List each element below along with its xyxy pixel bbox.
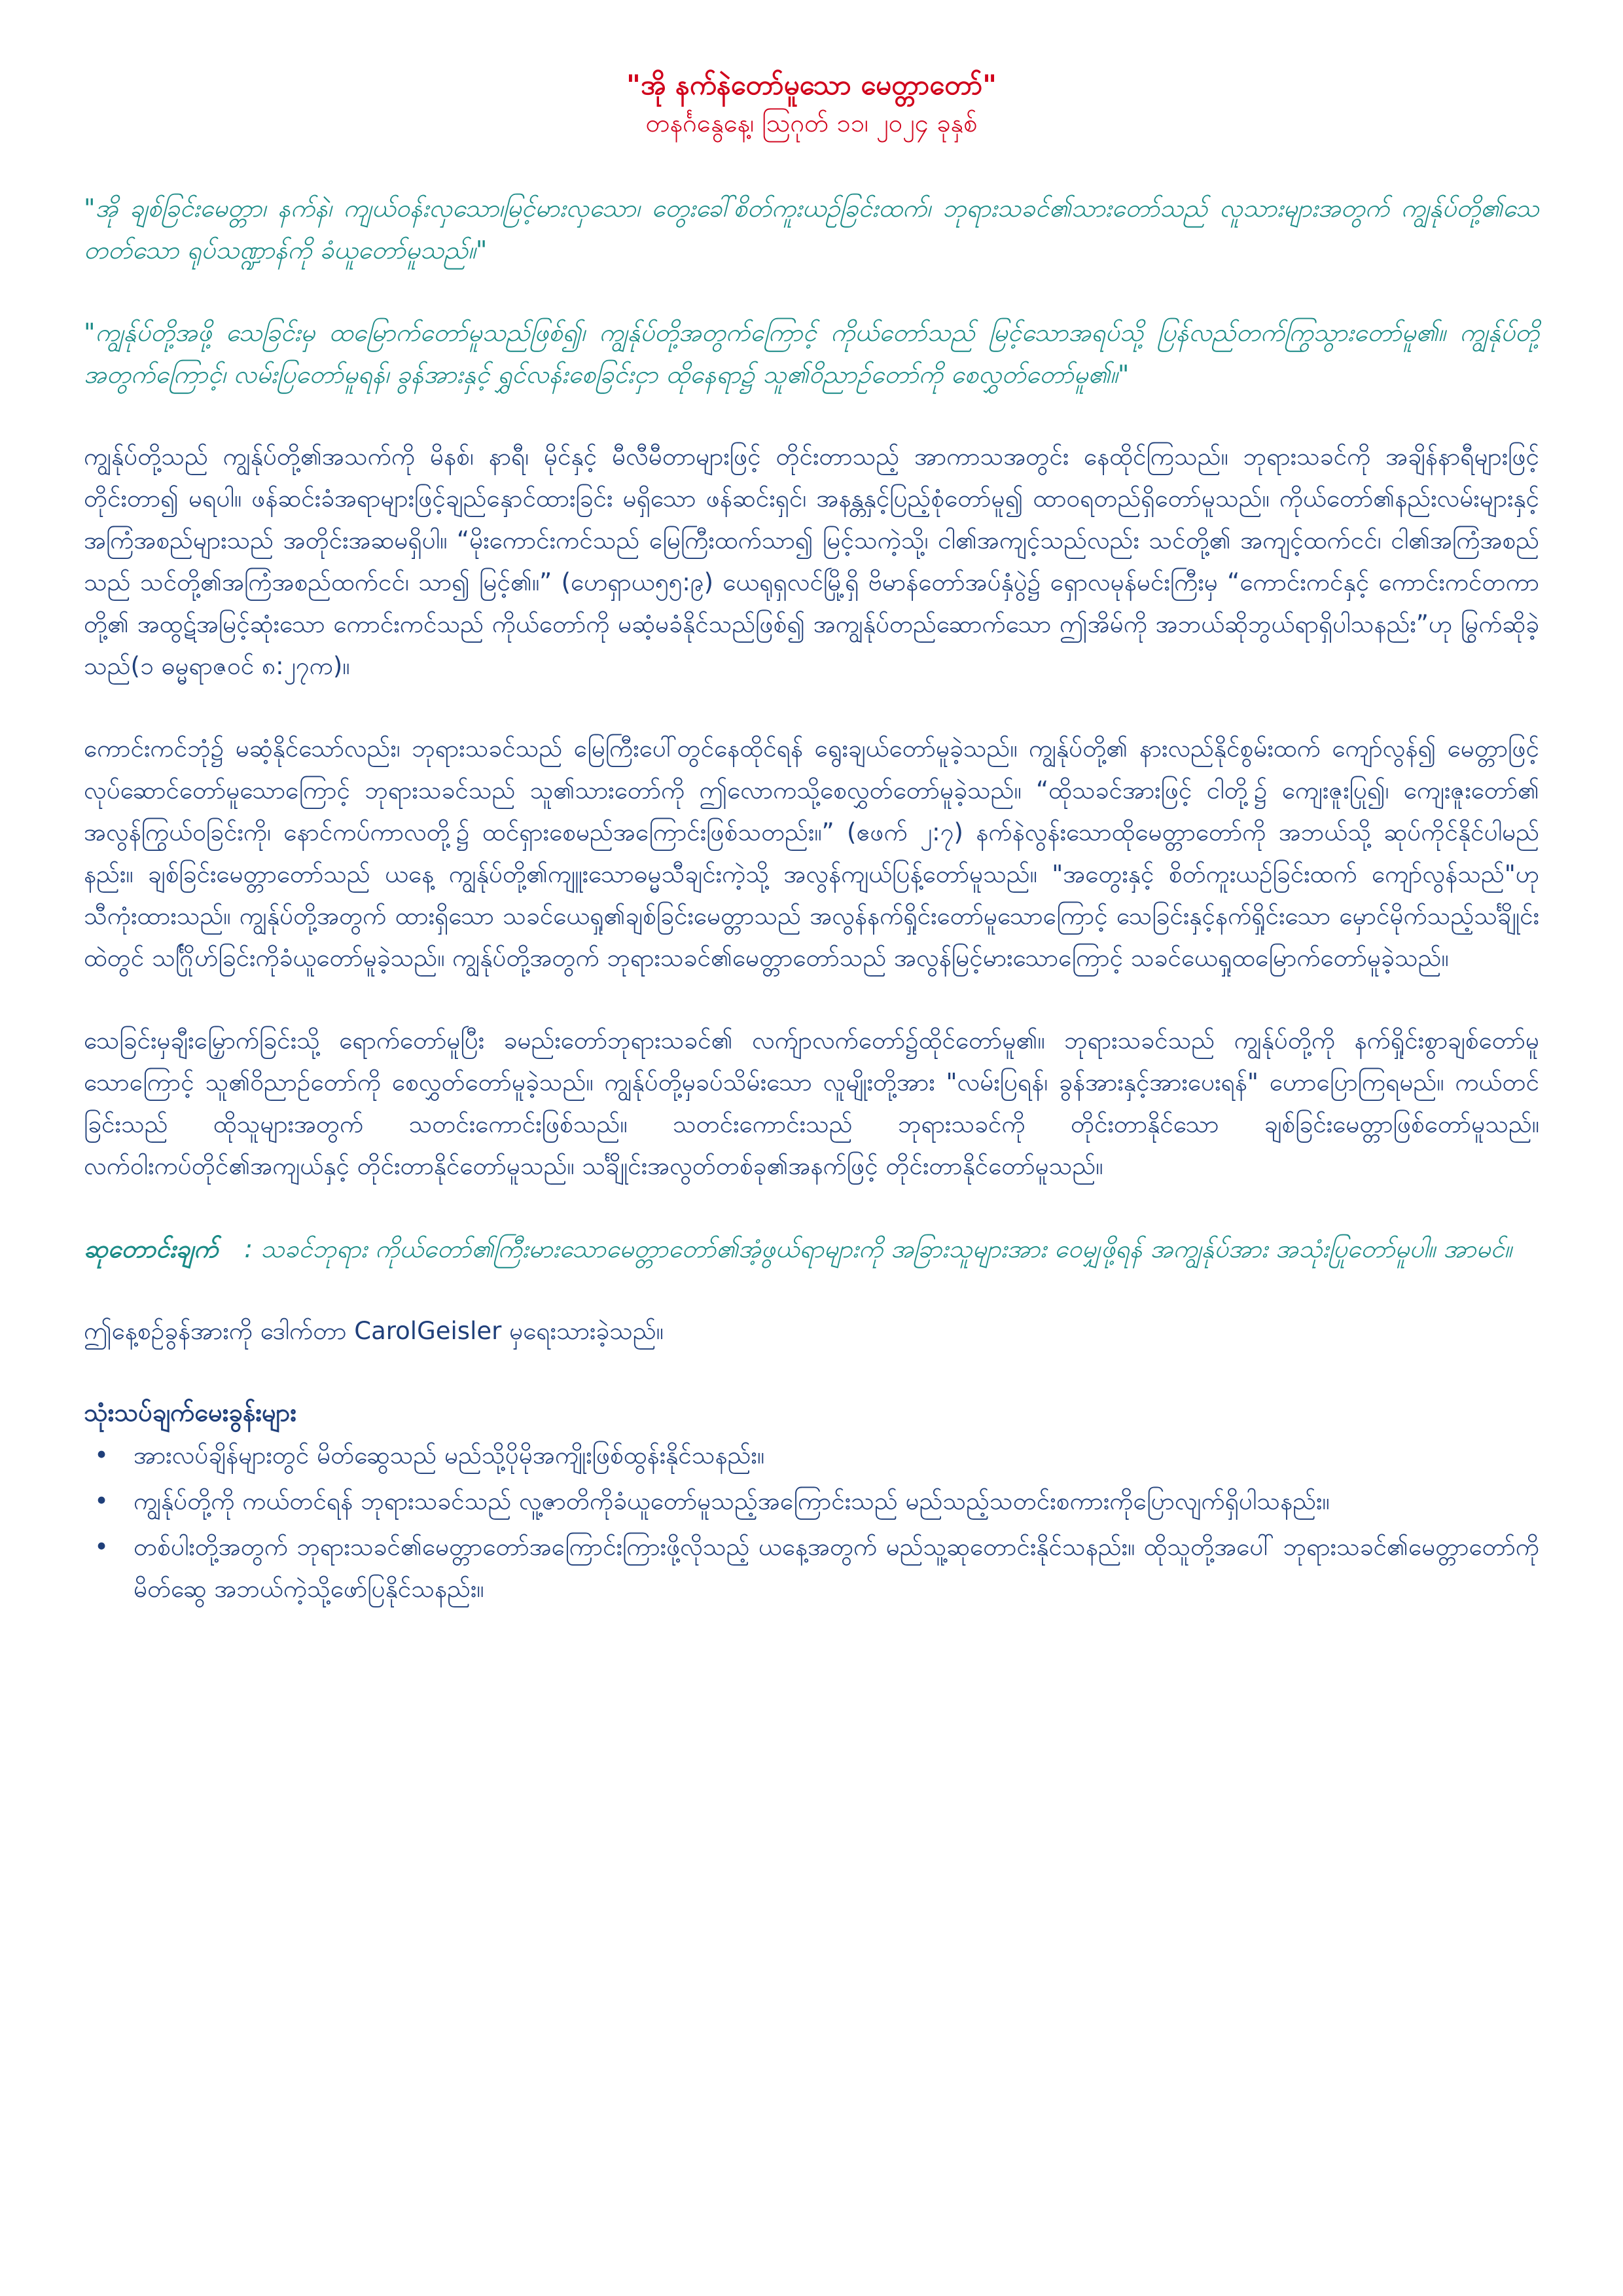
- prayer-label: ဆုတောင်းချက်: [84, 1234, 219, 1263]
- page-date: တနင်္ဂနွေနေ့၊ ဩဂုတ် ၁၁၊ ၂၀၂၄ ခုနှစ်: [645, 109, 978, 137]
- body-paragraph-1: ကျွန်ုပ်တို့သည် ကျွန်ုပ်တို့၏အသက်ကို မိနစ်၊ နာရီ၊ မိုင်နှင့် မီလီမီတာများဖြင့် တိုင်းတာသည့် အာကာသအတွင်း နေထိုင်ကြသည်။ ဘုရားသခင်ကို အချိန်နာရီများဖြင့် တိုင်းတာ၍ မရပါ။ ဖန်ဆင်းခံအရာများဖြင့်ချည်နှောင်ထားခြင်း မရှိသော ဖန်ဆင်းရှင်၊ အနန္တနှင့်ပြည့်စုံတော်မူ၍ ထာဝရတည်ရှိတော်မူသည်။ ကိုယ်တော်၏နည်းလမ်းများနှင့် အကြံအစည်များသည် အတိုင်းအဆမရှိပါ။ “မိုးကောင်းကင်သည် မြေကြီးထက်သာ၍ မြင့်သကဲ့သို့၊ ငါ၏အကျင့်သည်လည်း သင်တို့၏ အကျင့်ထက်ငင်၊ ငါ၏အကြံအစည်သည် သင်တို့၏အကြံအစည်ထက်ငင်၊ သာ၍ မြင့်၏။” (ဟေရှာယ၅၅:၉) ယေရုရှလင်မြို့ရှိ ဗိမာန်တော်အပ်နှံပွဲ၌ ရှောလမုန်မင်းကြီးမှ “ကောင်းကင်နှင့် ကောင်းကင်တကာတို့၏ အထွဋ်အမြင့်ဆုံးသော ကောင်းကင်သည် ကိုယ်တော်ကို မဆံ့မခံနိုင်သည်ဖြစ်၍ အကျွန်ုပ်တည်ဆောက်သော ဤအိမ်ကို အဘယ်ဆိုဘွယ်ရာရှိပါသနည်း”ဟု မြွက်ဆိုခဲ့သည်(၁ ဓမ္မရာဇဝင် ၈:၂၇က)။: [84, 442, 1539, 680]
- list-item: [84, 1435, 1539, 1477]
- questions-list: [84, 1435, 1539, 1610]
- bullet-icon: •: [94, 1487, 109, 1515]
- question-text: ကျွန်ုပ်တို့ကို ကယ်တင်ရန် ဘုရားသခင်သည် လူ့ဇာတိကိုခံယူတော်မူသည့်အကြောင်းသည် မည်သည့်သတင်းစကားကိုပြောလျက်ရှိပါသနည်း။: [134, 1487, 1330, 1515]
- hymn-quote-1: "အို ချစ်ခြင်းမေတ္တာ၊ နက်နဲ၊ ကျယ်ဝန်းလှသော၊မြင့်မားလှသော၊ တွေးခေါ်စိတ်ကူးယဉ်ခြင်းထက်၊ ဘုရားသခင်၏သားတော်သည် လူသားများအတွက် ကျွန်ုပ်တို့၏သေတတ်သော ရုပ်သဏ္ဍာန်ကို ခံယူတော်မူသည်။": [84, 194, 1539, 264]
- prayer-text: : သခင်ဘုရား ကိုယ်တော်၏ကြီးမားသောမေတ္တာတော်၏အံ့ဖွယ်ရာများကို အခြားသူများအား ဝေမျှဖို့ရန် အကျွန်ုပ်အား အသုံးပြုတော်မူပါ။ အာမင်။: [244, 1234, 1512, 1263]
- page-title: "အို နက်နဲတော်မူသော မေတ္တာတော်": [626, 69, 997, 101]
- list-item: [84, 1526, 1539, 1610]
- author-credit: ဤနေ့စဉ်ခွန်အားကို ဒေါက်တာ CarolGeisler မှရေးသားခဲ့သည်။: [84, 1317, 664, 1345]
- bullet-icon: •: [94, 1533, 109, 1561]
- question-text: အားလပ်ချိန်များတွင် မိတ်ဆွေသည် မည်သို့ပိုမိုအကျိုးဖြစ်ထွန်းနိုင်သနည်း။: [134, 1441, 765, 1469]
- bullet-icon: •: [94, 1441, 109, 1469]
- prayer: [84, 1228, 1539, 1270]
- question-text: တစ်ပါးတို့အတွက် ဘုရားသခင်၏မေတ္တာတော်အကြောင်းကြားဖို့လိုသည့် ယနေ့အတွက် မည်သူ့ဆုတောင်းနိုင်သနည်း။ ထိုသူတို့အပေါ် ဘုရားသခင်၏မေတ္တာတော်ကို မိတ်ဆွေ အဘယ်ကဲ့သို့ဖော်ပြနိုင်သနည်း။: [134, 1533, 1539, 1603]
- body-paragraph-3: သေခြင်းမှချီးမြှောက်ခြင်းသို့ ရောက်တော်မူပြီး ခမည်းတော်ဘုရားသခင်၏ လက်ျာလက်တော်၌ထိုင်တော်မူ၏။ ဘုရားသခင်သည် ကျွန်ုပ်တို့ကို နက်ရှိုင်းစွာချစ်တော်မူသောကြောင့် သူ၏ဝိညာဉ်တော်ကို စေလွှတ်တော်မူခဲ့သည်။ ကျွန်ုပ်တို့မှခပ်သိမ်းသော လူမျိုးတို့အား "လမ်းပြရန်၊ ခွန်အားနှင့်အားပေးရန်" ဟောပြောကြရမည်။ ကယ်တင်ခြင်းသည် ထိုသူများအတွက် သတင်းကောင်းဖြစ်သည်။ သတင်းကောင်းသည် ဘုရားသခင်ကို တိုင်းတာနိုင်သော ချစ်ခြင်းမေတ္တာဖြစ်တော်မူသည်။ လက်ဝါးကပ်တိုင်၏အကျယ်နှင့် တိုင်းတာနိုင်တော်မူသည်။ သင်္ချိုင်းအလွတ်တစ်ခု၏အနက်ဖြင့် တိုင်းတာနိုင်တော်မူသည်။: [84, 1026, 1539, 1180]
- questions-heading: သုံးသပ်ချက်မေးခွန်းများ: [84, 1398, 297, 1427]
- hymn-quote-2: "ကျွန်ုပ်တို့အဖို့ သေခြင်းမှ ထမြောက်တော်မူသည်ဖြစ်၍၊ ကျွန်ုပ်တို့အတွက်ကြောင့် ကိုယ်တော်သည် မြင့်သောအရပ်သို့ ပြန်လည်တက်ကြွသွားတော်မူ၏။ ကျွန်ုပ်တို့အတွက်ကြောင့်၊ လမ်းပြတော်မူရန်၊ ခွန်အားနှင့် ရွှင်လန်းစေခြင်းငှာ ထိုနေရာ၌ သူ၏ဝိညာဉ်တော်ကို စေလွှတ်တော်မူ၏။": [84, 318, 1539, 389]
- body-paragraph-2: ကောင်းကင်ဘုံ၌ မဆံ့နိုင်သော်လည်း၊ ဘုရားသခင်သည် မြေကြီးပေါ်တွင်နေထိုင်ရန် ရွေးချယ်တော်မူခဲ့သည်။ ကျွန်ုပ်တို့၏ နားလည်နိုင်စွမ်းထက် ကျော်လွန်၍ မေတ္တာဖြင့်လုပ်ဆောင်တော်မူသောကြောင့် ဘုရားသခင်သည် သူ၏သားတော်ကို ဤလောကသို့စေလွှတ်တော်မူခဲ့သည်။ “ထိုသခင်အားဖြင့် ငါတို့၌ ကျေးဇူးပြု၍၊ ကျေးဇူးတော်၏ အလွန်ကြွယ်ဝခြင်းကို၊ နောင်ကပ်ကာလတို့၌ ထင်ရှားစေမည်အကြောင်းဖြစ်သတည်း။” (ဧဖက် ၂:၇) နက်နဲလွန်းသောထိုမေတ္တာတော်ကို အဘယ်သို့ ဆုပ်ကိုင်နိုင်ပါမည်နည်း။ ချစ်ခြင်းမေတ္တာတော်သည် ယနေ့ ကျွန်ုပ်တို့၏ကျူးသောဓမ္မသီချင်းကဲ့သို့ အလွန်ကျယ်ပြန့်တော်မူသည်။ "အတွေးနှင့် စိတ်ကူးယဉ်ခြင်းထက် ကျော်လွန်သည်"ဟု သီကုံးထားသည်။ ကျွန်ုပ်တို့အတွက် ထားရှိသော သခင်ယေရှု၏ချစ်ခြင်းမေတ္တာသည် အလွန်နက်ရှိုင်းတော်မူသောကြောင့် သေခြင်းနှင့်နက်ရှိုင်းသော မှောင်မိုက်သည့်သင်္ချိုင်းထဲတွင် သင်္ဂြိုဟ်ခြင်းကိုခံယူတော်မူခဲ့သည်။ ကျွန်ုပ်တို့အတွက် ဘုရားသခင်၏မေတ္တာတော်သည် အလွန်မြင့်မားသောကြောင့် သခင်ယေရှုထမြောက်တော်မူခဲ့သည်။: [84, 734, 1539, 972]
- header: [84, 65, 1539, 141]
- list-item: [84, 1480, 1539, 1522]
